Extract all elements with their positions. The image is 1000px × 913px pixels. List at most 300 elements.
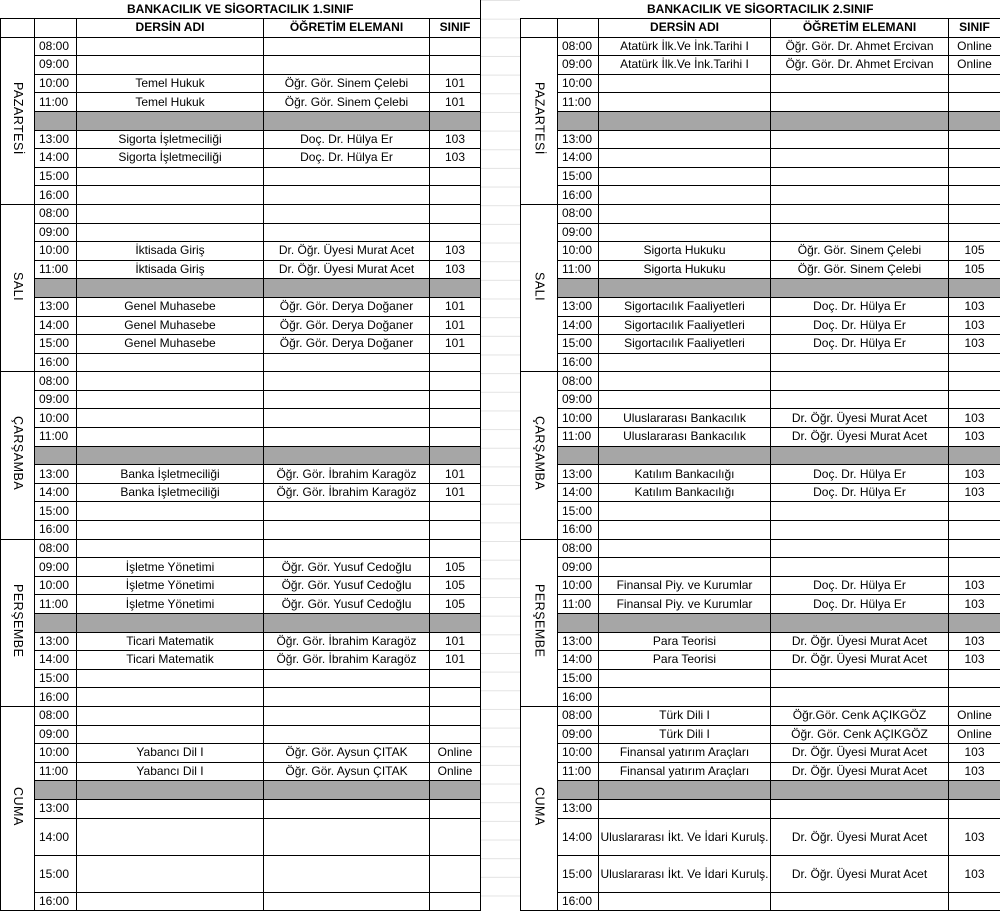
time-cell: 08:00	[558, 204, 599, 223]
room-cell	[949, 372, 1000, 391]
room-cell	[430, 428, 481, 447]
course-cell: Finansal Piy. ve Kurumlar	[599, 595, 771, 614]
table-row	[1, 688, 481, 707]
table-row	[1, 595, 481, 614]
instructor-cell	[264, 855, 430, 892]
instructor-cell: Dr. Öğr. Üyesi Murat Acet	[771, 409, 949, 428]
room-cell: 105	[430, 576, 481, 595]
instructor-cell: Öğr. Gör. Dr. Ahmet Ercivan	[771, 56, 949, 75]
table-row	[521, 390, 1000, 409]
instructor-cell: Dr. Öğr. Üyesi Murat Acet	[771, 855, 949, 892]
instructor-cell	[264, 372, 430, 391]
table-row	[1, 632, 481, 651]
room-cell	[430, 706, 481, 725]
table-row	[1, 242, 481, 261]
table-row	[1, 297, 481, 316]
break-cell	[558, 781, 599, 800]
room-cell	[949, 186, 1000, 205]
course-cell	[599, 223, 771, 242]
room-cell: 103	[949, 316, 1000, 335]
course-cell	[77, 502, 264, 521]
break-cell	[599, 111, 771, 130]
instructor-cell	[771, 502, 949, 521]
room-cell	[949, 521, 1000, 540]
instructor-cell: Doç. Dr. Hülya Er	[264, 130, 430, 149]
time-cell: 13:00	[35, 465, 77, 484]
header-room: SINIF	[949, 19, 1000, 38]
header-time	[558, 19, 599, 38]
course-cell	[77, 409, 264, 428]
table-row	[521, 892, 1000, 911]
room-cell: 101	[430, 483, 481, 502]
table-row	[521, 725, 1000, 744]
time-cell: 14:00	[558, 818, 599, 855]
day-label-cell	[521, 706, 558, 910]
instructor-cell	[771, 130, 949, 149]
table-row	[521, 539, 1000, 558]
time-cell: 13:00	[558, 799, 599, 818]
instructor-cell	[771, 558, 949, 577]
course-cell	[77, 521, 264, 540]
room-cell	[949, 669, 1000, 688]
time-cell: 10:00	[35, 576, 77, 595]
time-cell: 16:00	[35, 892, 77, 911]
room-cell	[949, 149, 1000, 168]
course-cell: Katılım Bankacılığı	[599, 483, 771, 502]
instructor-cell: Doç. Dr. Hülya Er	[771, 335, 949, 354]
day-label-cell	[1, 539, 35, 706]
instructor-cell	[771, 149, 949, 168]
table-row	[521, 37, 1000, 56]
break-cell	[264, 111, 430, 130]
instructor-cell	[264, 186, 430, 205]
table-row	[1, 93, 481, 112]
instructor-cell	[264, 669, 430, 688]
room-cell	[949, 130, 1000, 149]
course-cell	[77, 37, 264, 56]
room-cell	[430, 204, 481, 223]
room-cell	[430, 521, 481, 540]
room-cell	[949, 539, 1000, 558]
course-cell	[599, 204, 771, 223]
break-cell	[949, 279, 1000, 298]
time-cell: 09:00	[558, 558, 599, 577]
table-row	[1, 390, 481, 409]
room-cell	[430, 669, 481, 688]
table-row	[1, 260, 481, 279]
instructor-cell: Öğr. Gör. Derya Doğaner	[264, 297, 430, 316]
lunch-break-row	[1, 614, 481, 633]
course-cell: İktisada Giriş	[77, 242, 264, 261]
header-day	[521, 19, 558, 38]
instructor-cell: Öğr. Gör. İbrahim Karagöz	[264, 465, 430, 484]
instructor-cell	[264, 223, 430, 242]
instructor-cell	[771, 204, 949, 223]
instructor-cell: Öğr. Gör. Derya Doğaner	[264, 316, 430, 335]
course-cell: Para Teorisi	[599, 632, 771, 651]
table-row	[521, 186, 1000, 205]
room-cell	[949, 74, 1000, 93]
course-cell: Sigorta İşletmeciliği	[77, 130, 264, 149]
instructor-cell	[264, 539, 430, 558]
time-cell: 13:00	[35, 799, 77, 818]
room-cell: 103	[949, 409, 1000, 428]
day-label: CUMA	[11, 787, 25, 826]
instructor-cell: Doç. Dr. Hülya Er	[771, 483, 949, 502]
break-cell	[35, 446, 77, 465]
time-cell: 16:00	[558, 353, 599, 372]
room-cell: 103	[949, 744, 1000, 763]
break-cell	[599, 279, 771, 298]
instructor-cell	[264, 167, 430, 186]
instructor-cell: Öğr. Gör. Dr. Ahmet Ercivan	[771, 37, 949, 56]
instructor-cell	[264, 799, 430, 818]
header-course: DERSİN ADI	[77, 19, 264, 38]
course-cell	[77, 855, 264, 892]
break-cell	[264, 614, 430, 633]
course-cell	[77, 428, 264, 447]
time-cell: 16:00	[35, 521, 77, 540]
course-cell: Atatürk İlk.Ve İnk.Tarihi I	[599, 56, 771, 75]
course-cell: Ticari Matematik	[77, 651, 264, 670]
header-row	[521, 19, 1000, 38]
time-cell: 08:00	[35, 37, 77, 56]
room-cell	[949, 390, 1000, 409]
course-cell	[77, 706, 264, 725]
instructor-cell	[264, 390, 430, 409]
table-row	[1, 744, 481, 763]
course-cell	[599, 521, 771, 540]
lunch-break-row	[1, 111, 481, 130]
time-cell: 15:00	[35, 855, 77, 892]
instructor-cell	[771, 167, 949, 186]
table-row	[521, 632, 1000, 651]
time-cell: 14:00	[35, 149, 77, 168]
time-cell: 08:00	[35, 372, 77, 391]
room-cell: Online	[949, 37, 1000, 56]
course-cell	[599, 502, 771, 521]
time-cell: 11:00	[558, 93, 599, 112]
room-cell: 105	[430, 558, 481, 577]
course-cell	[77, 223, 264, 242]
time-cell: 11:00	[558, 762, 599, 781]
time-cell: 16:00	[35, 186, 77, 205]
instructor-cell	[264, 688, 430, 707]
course-cell: Finansal yatırım Araçları	[599, 762, 771, 781]
day-label: CUMA	[532, 787, 547, 826]
table-row	[1, 372, 481, 391]
time-cell: 11:00	[35, 762, 77, 781]
table-row	[1, 762, 481, 781]
course-cell: Yabancı Dil I	[77, 744, 264, 763]
break-cell	[264, 446, 430, 465]
break-cell	[77, 111, 264, 130]
instructor-cell	[771, 223, 949, 242]
time-cell: 15:00	[558, 669, 599, 688]
time-cell: 14:00	[558, 316, 599, 335]
schedule-table-year-2	[520, 0, 1000, 911]
course-cell	[77, 372, 264, 391]
instructor-cell: Öğr. Gör. Sinem Çelebi	[264, 74, 430, 93]
instructor-cell: Dr. Öğr. Üyesi Murat Acet	[264, 260, 430, 279]
time-cell: 10:00	[558, 409, 599, 428]
table-row	[1, 576, 481, 595]
time-cell: 10:00	[35, 74, 77, 93]
day-label: ÇARŞAMBA	[532, 416, 547, 491]
day-label: SALI	[11, 271, 25, 301]
course-cell	[599, 130, 771, 149]
course-cell: Sigortacılık Faaliyetleri	[599, 316, 771, 335]
time-cell: 13:00	[558, 465, 599, 484]
room-cell	[430, 409, 481, 428]
time-cell: 10:00	[35, 242, 77, 261]
room-cell: 103	[949, 297, 1000, 316]
break-cell	[77, 614, 264, 633]
lunch-break-row	[521, 781, 1000, 800]
break-cell	[558, 446, 599, 465]
break-cell	[949, 781, 1000, 800]
table-row	[521, 744, 1000, 763]
time-cell: 09:00	[35, 558, 77, 577]
instructor-cell: Öğr. Gör. Yusuf Cedoğlu	[264, 558, 430, 577]
time-cell: 15:00	[558, 167, 599, 186]
table-row	[521, 372, 1000, 391]
table-row	[1, 428, 481, 447]
table-row	[1, 892, 481, 911]
time-cell: 08:00	[558, 706, 599, 725]
time-cell: 08:00	[558, 37, 599, 56]
schedule-table-year-1	[0, 0, 480, 911]
table-row	[521, 688, 1000, 707]
table-row	[521, 465, 1000, 484]
time-cell: 13:00	[558, 297, 599, 316]
break-cell	[599, 446, 771, 465]
time-cell: 14:00	[35, 483, 77, 502]
room-cell	[949, 558, 1000, 577]
table-row	[521, 242, 1000, 261]
room-cell	[949, 204, 1000, 223]
time-cell: 11:00	[35, 93, 77, 112]
instructor-cell: Öğr. Gör. Sinem Çelebi	[771, 260, 949, 279]
day-label-cell	[1, 372, 35, 539]
room-cell: 105	[949, 242, 1000, 261]
instructor-cell	[771, 390, 949, 409]
break-cell	[949, 614, 1000, 633]
room-cell	[430, 539, 481, 558]
course-cell	[599, 93, 771, 112]
course-cell	[599, 688, 771, 707]
course-cell	[599, 558, 771, 577]
course-cell	[599, 372, 771, 391]
course-cell	[77, 390, 264, 409]
course-cell	[599, 892, 771, 911]
course-cell: Katılım Bankacılığı	[599, 465, 771, 484]
day-label-cell	[521, 539, 558, 706]
time-cell: 14:00	[558, 149, 599, 168]
course-cell	[77, 818, 264, 855]
lunch-break-row	[1, 781, 481, 800]
table-row	[521, 483, 1000, 502]
day-label-cell	[1, 204, 35, 371]
room-cell	[949, 799, 1000, 818]
table-title: BANKACILIK VE SİGORTACILIK 1.SINIF	[1, 0, 481, 19]
instructor-cell: Öğr. Gör. Derya Doğaner	[264, 335, 430, 354]
break-cell	[599, 614, 771, 633]
instructor-cell	[264, 204, 430, 223]
instructor-cell: Öğr. Gör. Cenk AÇIKGÖZ	[771, 725, 949, 744]
instructor-cell: Dr. Öğr. Üyesi Murat Acet	[771, 762, 949, 781]
time-cell: 09:00	[35, 56, 77, 75]
break-cell	[771, 446, 949, 465]
room-cell: 101	[430, 632, 481, 651]
break-cell	[430, 614, 481, 633]
instructor-cell	[264, 428, 430, 447]
lunch-break-row	[1, 279, 481, 298]
time-cell: 09:00	[35, 725, 77, 744]
room-cell	[430, 688, 481, 707]
room-cell: 103	[949, 595, 1000, 614]
course-cell: Temel Hukuk	[77, 74, 264, 93]
break-cell	[949, 446, 1000, 465]
course-cell: Yabancı Dil I	[77, 762, 264, 781]
room-cell	[430, 502, 481, 521]
header-time	[35, 19, 77, 38]
instructor-cell	[264, 818, 430, 855]
course-cell: Genel Muhasebe	[77, 297, 264, 316]
room-cell: 103	[430, 130, 481, 149]
course-cell	[599, 149, 771, 168]
instructor-cell: Doç. Dr. Hülya Er	[264, 149, 430, 168]
course-cell	[599, 539, 771, 558]
instructor-cell: Dr. Öğr. Üyesi Murat Acet	[771, 632, 949, 651]
table-row	[1, 56, 481, 75]
room-cell: 101	[430, 74, 481, 93]
instructor-cell: Öğr. Gör. İbrahim Karagöz	[264, 651, 430, 670]
table-row	[521, 297, 1000, 316]
course-cell	[77, 167, 264, 186]
time-cell: 08:00	[558, 372, 599, 391]
time-cell: 10:00	[35, 409, 77, 428]
table-row	[521, 595, 1000, 614]
room-cell	[430, 167, 481, 186]
break-cell	[771, 781, 949, 800]
time-cell: 08:00	[35, 539, 77, 558]
lunch-break-row	[521, 279, 1000, 298]
day-label: PAZARTESİ	[532, 82, 547, 156]
time-cell: 13:00	[35, 632, 77, 651]
instructor-cell	[264, 353, 430, 372]
course-cell: İşletme Yönetimi	[77, 595, 264, 614]
instructor-cell: Dr. Öğr. Üyesi Murat Acet	[771, 651, 949, 670]
table-row	[521, 260, 1000, 279]
course-cell	[77, 688, 264, 707]
table-row	[1, 539, 481, 558]
table-row	[1, 130, 481, 149]
room-cell: Online	[430, 744, 481, 763]
table-row	[1, 483, 481, 502]
time-cell: 15:00	[35, 167, 77, 186]
table-row	[1, 669, 481, 688]
time-cell: 10:00	[558, 744, 599, 763]
table-row	[521, 167, 1000, 186]
room-cell: 103	[949, 465, 1000, 484]
time-cell: 14:00	[558, 483, 599, 502]
instructor-cell: Doç. Dr. Hülya Er	[771, 465, 949, 484]
table-row	[521, 149, 1000, 168]
lunch-break-row	[521, 614, 1000, 633]
room-cell: 103	[430, 260, 481, 279]
day-label-cell	[521, 372, 558, 539]
time-cell: 11:00	[35, 260, 77, 279]
course-cell: Finansal yatırım Araçları	[599, 744, 771, 763]
time-cell: 11:00	[558, 595, 599, 614]
instructor-cell: Doç. Dr. Hülya Er	[771, 595, 949, 614]
room-cell	[430, 892, 481, 911]
day-label: PAZARTESİ	[11, 82, 25, 156]
course-cell: Sigorta Hukuku	[599, 260, 771, 279]
table-row	[1, 74, 481, 93]
room-cell: Online	[949, 56, 1000, 75]
instructor-cell	[771, 892, 949, 911]
table-row	[1, 855, 481, 892]
room-cell	[430, 37, 481, 56]
instructor-cell	[264, 725, 430, 744]
course-cell: İşletme Yönetimi	[77, 576, 264, 595]
room-cell	[430, 372, 481, 391]
time-cell: 15:00	[558, 335, 599, 354]
instructor-cell	[771, 372, 949, 391]
time-cell: 09:00	[558, 390, 599, 409]
time-cell: 14:00	[558, 651, 599, 670]
time-cell: 11:00	[35, 595, 77, 614]
room-cell	[949, 93, 1000, 112]
header-day	[1, 19, 35, 38]
room-cell: 103	[949, 632, 1000, 651]
break-cell	[430, 781, 481, 800]
time-cell: 15:00	[35, 502, 77, 521]
instructor-cell: Öğr. Gör. Aysun ÇITAK	[264, 744, 430, 763]
time-cell: 11:00	[558, 260, 599, 279]
break-cell	[264, 781, 430, 800]
course-cell: Atatürk İlk.Ve İnk.Tarihi I	[599, 37, 771, 56]
instructor-cell	[264, 706, 430, 725]
table-row	[521, 762, 1000, 781]
instructor-cell: Doç. Dr. Hülya Er	[771, 576, 949, 595]
course-cell	[77, 892, 264, 911]
table-row	[521, 130, 1000, 149]
course-cell: Sigorta Hukuku	[599, 242, 771, 261]
room-cell	[430, 818, 481, 855]
lunch-break-row	[521, 446, 1000, 465]
table-row	[1, 818, 481, 855]
course-cell	[77, 186, 264, 205]
table-row	[521, 353, 1000, 372]
time-cell: 11:00	[558, 428, 599, 447]
course-cell: Uluslararası Bankacılık	[599, 409, 771, 428]
instructor-cell: Öğr. Gör. Yusuf Cedoğlu	[264, 576, 430, 595]
room-cell: 103	[430, 242, 481, 261]
header-instructor: ÖĞRETİM ELEMANI	[264, 19, 430, 38]
course-cell: Türk Dili I	[599, 706, 771, 725]
course-cell: Ticari Matematik	[77, 632, 264, 651]
break-cell	[77, 279, 264, 298]
course-cell: Banka İşletmeciliği	[77, 465, 264, 484]
table-row	[1, 651, 481, 670]
course-cell: Finansal Piy. ve Kurumlar	[599, 576, 771, 595]
table-row	[521, 521, 1000, 540]
time-cell: 15:00	[35, 335, 77, 354]
course-cell	[77, 539, 264, 558]
